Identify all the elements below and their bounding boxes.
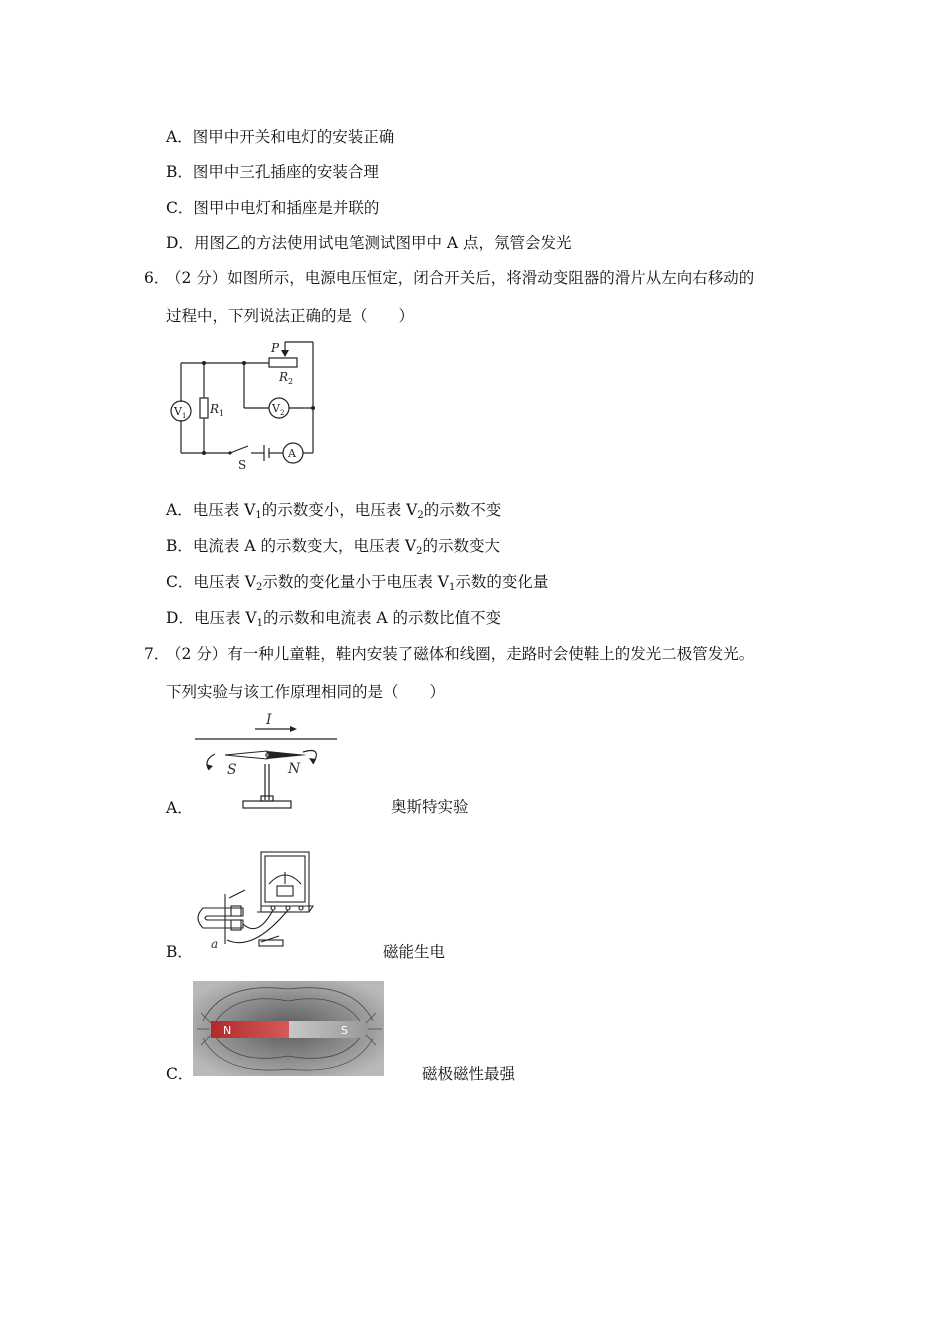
- q6-option-a: [166, 500, 501, 520]
- option-text: 的示数变大: [422, 537, 500, 555]
- label-v2: V: [272, 402, 280, 415]
- option-letter: D．: [166, 609, 194, 627]
- option-text: 图甲中电灯和插座是并联的: [193, 199, 380, 217]
- subscript: 2: [417, 510, 424, 521]
- option-letter: B．: [166, 537, 193, 555]
- label-a: A: [288, 447, 296, 460]
- label-r1: R: [210, 402, 220, 416]
- q5-option-a: [166, 127, 394, 147]
- option-text: 用图乙的方法使用试电笔测试图甲中 A 点，氖管会发光: [193, 234, 572, 252]
- label-r1-sub: 1: [219, 409, 225, 418]
- q7-option-c-letter: C．: [166, 1065, 194, 1083]
- q7-option-a-letter: A．: [166, 799, 193, 817]
- q5-option-d: [166, 233, 572, 253]
- option-text: 电压表 V: [193, 609, 257, 627]
- label-r2-sub: 2: [288, 377, 294, 386]
- label-p: P: [271, 341, 280, 355]
- option-text: 的示数不变: [423, 501, 502, 519]
- current-arrow-icon: [290, 726, 297, 732]
- q5-option-c: [166, 198, 379, 218]
- option-letter: A．: [166, 501, 193, 519]
- q6-option-b: [166, 536, 500, 556]
- label-v1: V: [174, 405, 182, 418]
- label-v1-sub: 1: [182, 412, 187, 420]
- option-text: 示数的变化量小于电压表 V: [262, 573, 449, 591]
- oersted-figure: [195, 710, 340, 812]
- bar-magnet-photo: [193, 981, 384, 1076]
- q6-option-d: [166, 608, 501, 628]
- q7-option-a-caption: 奥斯特实验: [391, 798, 469, 816]
- q7-option-b-caption: 磁能生电: [383, 943, 446, 961]
- option-letter: A．: [166, 128, 193, 146]
- subscript: 2: [256, 582, 263, 593]
- label-v2-sub: 2: [280, 409, 285, 417]
- north-pole-label: N: [288, 761, 301, 777]
- option-text: 图甲中开关和电灯的安装正确: [192, 128, 395, 146]
- option-text: 示数的变化量: [455, 573, 549, 591]
- option-text: 的示数和电流表 A 的示数比值不变: [262, 609, 501, 627]
- option-text: 的示数变小，电压表 V: [261, 501, 418, 519]
- option-text: 图甲中三孔插座的安装合理: [192, 163, 379, 181]
- magnet-south-label: S: [341, 1024, 348, 1037]
- circuit-diagram: [165, 336, 325, 476]
- q7-stem-line1: （2 分）有一种儿童鞋，鞋内安装了磁体和线圈，走路时会使鞋上的发光二极管发光。: [166, 645, 755, 663]
- q7-option-c-caption: 磁极磁性最强: [422, 1065, 516, 1083]
- q7-stem-line2: 下列实验与该工作原理相同的是（ ）: [166, 683, 446, 701]
- option-letter: C．: [166, 199, 194, 217]
- q5-option-b: [166, 162, 379, 182]
- label-r2: R: [279, 370, 289, 384]
- option-text: 电流表 A 的示数变大，电压表 V: [192, 537, 417, 555]
- option-text: 电压表 V: [193, 573, 256, 591]
- q7-number: 7．: [144, 645, 170, 663]
- subscript: 1: [256, 618, 263, 629]
- magnet-north-label: N: [223, 1024, 232, 1037]
- q7-option-b-letter: B．: [166, 943, 193, 961]
- current-label: I: [266, 712, 272, 728]
- q6-option-c: [166, 572, 548, 592]
- label-s: S: [238, 458, 247, 472]
- subscript: 1: [255, 510, 262, 521]
- option-text: 电压表 V: [192, 501, 256, 519]
- induction-figure: [193, 848, 318, 958]
- subscript: 2: [416, 546, 423, 557]
- option-letter: D．: [166, 234, 194, 252]
- subscript: 1: [449, 582, 456, 593]
- q6-number: 6．: [144, 269, 170, 287]
- q6-stem-line1: （2 分）如图所示，电源电压恒定，闭合开关后，将滑动变阻器的滑片从左向右移动的: [166, 269, 755, 287]
- q6-stem-line2: 过程中，下列说法正确的是（ ）: [166, 307, 415, 325]
- south-pole-label: S: [227, 762, 237, 778]
- conductor-label: a: [211, 937, 219, 951]
- option-letter: B．: [166, 163, 193, 181]
- option-letter: C．: [166, 573, 194, 591]
